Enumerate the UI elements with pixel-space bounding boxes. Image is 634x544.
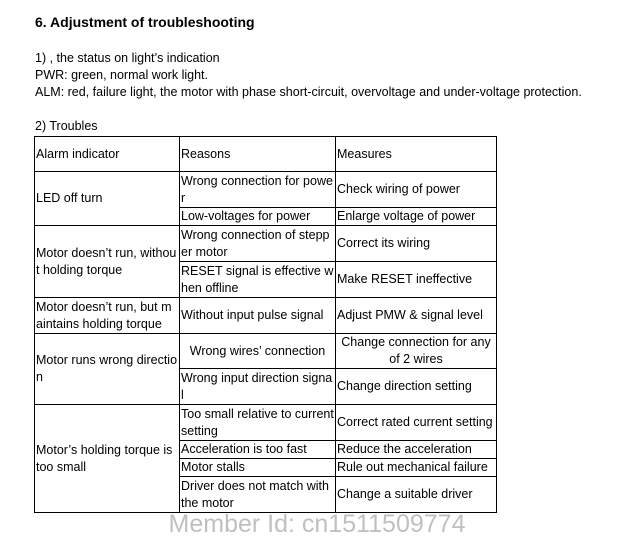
troubles-table: [34, 136, 497, 513]
reason-cell: Wrong input direction signal: [180, 369, 336, 405]
table-row: [35, 172, 497, 208]
troubles-title: 2) Troubles: [35, 119, 98, 133]
measure-cell: Make RESET ineffective: [336, 262, 497, 298]
intro-line-status: 1) , the status on light’s indication: [35, 51, 220, 65]
reason-cell: Acceleration is too fast: [180, 441, 336, 459]
measure-cell: Change a suitable driver: [336, 477, 497, 513]
measure-cell: Change direction setting: [336, 369, 497, 405]
indicator-cell: Motor doesn’t run, without holding torque: [35, 226, 180, 298]
measure-cell: Change connection for any of 2 wires: [336, 334, 497, 369]
reason-cell: Wrong connection of stepper motor: [180, 226, 336, 262]
header-alarm-indicator: Alarm indicator: [35, 137, 180, 172]
section-heading: 6. Adjustment of troubleshooting: [35, 14, 255, 30]
measure-cell: Adjust PMW & signal level: [336, 298, 497, 334]
header-measures: Measures: [336, 137, 497, 172]
reason-cell: Too small relative to current setting: [180, 405, 336, 441]
indicator-cell: Motor doesn’t run, but maintains holding torque: [35, 298, 180, 334]
indicator-cell: LED off turn: [35, 172, 180, 226]
table-header-row: [35, 137, 497, 172]
intro-line-alm: ALM: red, failure light, the motor with phase short-circuit, overvoltage and under-voltage protection.: [35, 85, 582, 99]
member-id-watermark: Member Id: cn1511509774: [168, 510, 466, 538]
indicator-cell: Motor’s holding torque is too small: [35, 405, 180, 513]
intro-line-pwr: PWR: green, normal work light.: [35, 68, 208, 82]
measure-cell: Correct rated current setting: [336, 405, 497, 441]
measure-cell: Correct its wiring: [336, 226, 497, 262]
reason-cell: Wrong connection for power: [180, 172, 336, 208]
reason-cell: Low-voltages for power: [180, 208, 336, 226]
measure-cell: Rule out mechanical failure: [336, 459, 497, 477]
reason-cell: Driver does not match with the motor: [180, 477, 336, 513]
measure-cell: Reduce the acceleration: [336, 441, 497, 459]
measure-cell: Check wiring of power: [336, 172, 497, 208]
measure-cell: Enlarge voltage of power: [336, 208, 497, 226]
reason-cell: Wrong wires’ connection: [180, 334, 336, 369]
table-row: [35, 226, 497, 262]
table-row: [35, 405, 497, 441]
table-row: [35, 334, 497, 369]
table-row: [35, 298, 497, 334]
header-reasons: Reasons: [180, 137, 336, 172]
reason-cell: Without input pulse signal: [180, 298, 336, 334]
reason-cell: Motor stalls: [180, 459, 336, 477]
reason-cell: RESET signal is effective when offline: [180, 262, 336, 298]
indicator-cell: Motor runs wrong direction: [35, 334, 180, 405]
